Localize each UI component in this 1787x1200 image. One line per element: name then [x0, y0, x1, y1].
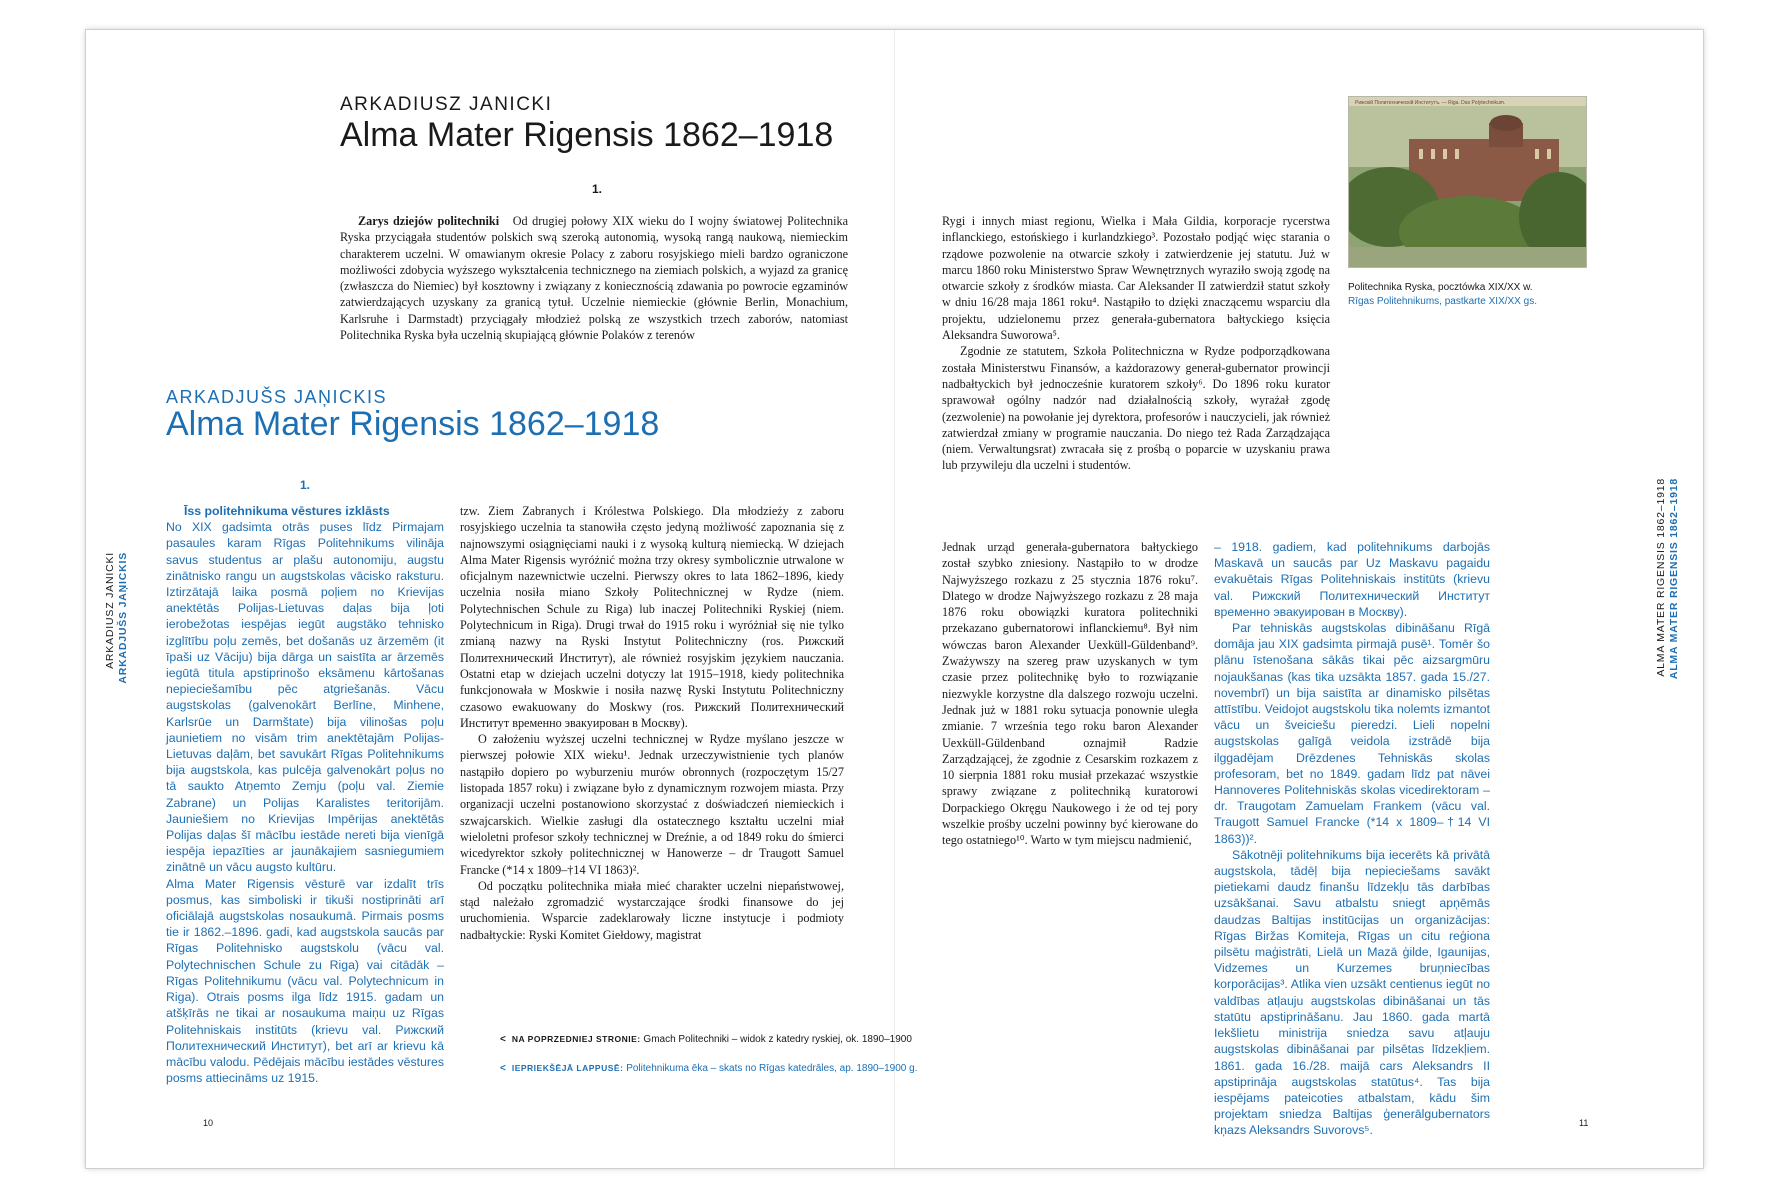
running-head-left-pl: ARKADIUSZ JANICKI — [104, 552, 116, 669]
paragraph-pl-2: O założeniu wyższej uczelni technicznej w Rydze myślano jeszcze w pierwszej połowie XIX wieku¹. Jednak urzeczywistnienie tych planów nastąpiło dopiero po wyburzeniu murów obronnych (rozpoczętym 15/27 listopada 1857 roku) i związane było z dynamicznym rozwojem miasta. Przy organizacji uczelni postanowiono skorzystać z doświadczeń niemieckich i szwajcarskich. Wielkie zasługi dla ostatecznego kształtu uczelni miał wieloletni profesor szkoły technicznej w Dreźnie, a od 1849 roku do śmierci wicedyrektor szkoły politechnicznej w Hanowerze – dr Traugott Samuel Francke (*14 x 1809–†14 VI 1863)². — [460, 732, 844, 877]
postcard-header-text: Рижскій Политехническій Институтъ. — Riga. Das Polytechnikum. — [1355, 100, 1506, 106]
body-column-pl-lower — [942, 539, 1198, 849]
running-head-right-lv: ALMA MATER RIGENSIS 1862–1918 — [1668, 478, 1680, 680]
note-label-pl: NA POPRZEDNIEJ STRONIE: — [511, 1034, 641, 1044]
paragraph-pl-1: tzw. Ziem Zabranych i Królestwa Polskiego. Dla młodzieży z zaboru rosyjskiego uczelnia ta stanowiła często jedyną możliwość zapoznania się z najnowszymi osiągnięciami nauki i z wysoką kulturą niemiecką. W dziejach Alma Mater Rigensis wyróżnić można trzy okresy symbolicznie utrwalone w oficjalnym nazewnictwie uczelni. Pierwszy okres to lata 1862–1896, kiedy uczelnia nosiła miano Szkoły Politechnicznej w Rydze (niem. Polytechnischen Schule zu Riga) lub inaczej Politechniki Ryskiej (niem. Polytechnicum in Riga). Drugi trwał do 1915 roku i wyróżniał się nie tylko zmianą nazwy na Ryski Instytut Politechniczny (ros. Рижский Политехнический Институт), ale również rosyjskim językiem nauczania. Ostatni etap w dziejach uczelni dotyczy lat 1915–1918, kiedy politechnika funkcjonowała w Moskwie i nosiła nazwę Ryski Instytutu Politechniczny czasowo ewakuowany do Moskwy (ros. Рижский Политехнический Институт временно эвакуирован в Москву). — [460, 504, 844, 730]
page-gutter — [894, 30, 895, 1168]
photo-caption-pl: Politechnika Ryska, pocztówka XIX/XX w. — [1348, 282, 1533, 293]
chapter-title-lv: Alma Mater Rigensis 1862–1918 — [166, 405, 660, 443]
note-previous-page-lv — [500, 1062, 918, 1075]
page-number-right: 11 — [1579, 1118, 1589, 1128]
running-head-right-pl: ALMA MATER RIGENSIS 1862–1918 — [1655, 478, 1667, 677]
intro-heading-pl: Zarys dziejów politechniki — [358, 214, 500, 228]
body-column-pl-right — [942, 213, 1330, 474]
paragraph-lv-5: Sākotnēji politehnikums bija iecerēts kā privātā augstskola, tādēļ bija nepieciešams savākt pietiekami daudz finanšu līdzekļu tās darbības uzsākšanai. Savu atbalstu sniegt apņēmās daudzas Baltijas institūcijas un organizācijas: Rīgas Biržas Komiteja, Rīgas un citu reģiona pilsētu maģistrāti, Lielā un Mazā ģilde, Igaunijas, Vidzemes un Kurzemes bruņniecības korporācijas³. Atlika vien uzsākt centienus iegūt no valdības atļauju augstskolas dibināšanai un tās statūtu apstiprināšanu. Jau 1860. gada martā Iekšlietu ministrija sniedza savu atļauju augstskolas dibināšanai par pilsētas līdzekļiem. 1861. gada 16./28. maijā cars Aleksandrs II apstiprināja augstskolas statūtus⁴. Tas bija iespējams pateicoties atbalstam, kādu šim projektam sniedza Baltijas ģenerālgubernators kņazs Aleksandrs Suvorovs⁵. — [1214, 847, 1490, 1138]
body-column-lv-right — [1214, 539, 1490, 1139]
paragraph-pl-6: Jednak urząd generała-gubernatora bałtyckiego został szybko zniesiony. Nastąpiło to w drodze Najwyższego rozkazu z 25 stycznia 1876 roku⁷. Dlatego w drodze Najwyższego rozkazu z 28 maja 1876 roku obowiązki kuratora politechniki przekazano gubernatorowi inflanckiemu⁸. Był nim wówczas baron Alexander Uexküll-Güldenband⁹. Zważywszy na szereg praw uzyskanych w tym czasie przez politechnikę było to rozwiązanie niezwykle korzystne dla dalszego rozwoju uczelni. Jednak już w 1881 roku sytuacja ponownie uległa zmianie. 7 września tego roku baron Alexander Uexküll-Güldenband oznajmił Radzie Zarządzającej, że zgodnie z Cesarskim rozkazem z 10 sierpnia 1881 roku musiał przekazać wszystkie sprawy związane z politechniką kuratorowi Dorpackiego Okręgu Naukowego i że od tej pory wszelkie prośby uczelni powinny być kierowane do tego ostatniego¹⁰. Warto w tym miejscu nadmienić, — [942, 540, 1198, 848]
body-column-lv — [166, 503, 444, 1086]
photo-caption-lv: Rīgas Politehnikums, pastkarte XIX/XX gs. — [1348, 296, 1537, 307]
body-column-pl-left — [460, 503, 844, 943]
intro-body-pl: Od drugiej połowy XIX wieku do I wojny światowej Politechnika Ryska przyciągała studentów polskich swą szeroką autonomią, wysoką rangą naukową, niemieckim charakterem uczelni. W omawianym okresie Polacy z zaboru rosyjskiego mieli bardzo ograniczone możliwości zdobycia wyższego wykształcenia technicznego na ziemiach polskich, a wyjazd za granicę (zwłaszcza do Niemiec) był kosztowny i związany z koniecznością zdawania po powrocie egzaminów zatwierdzających uzyskany za granicą tytuł. Uczelnie niemieckie (głównie Berlin, Monachium, Karlsruhe i Darmstadt) przyciągały młodzież polską ze wszystkich trzech zaborów, natomiast Politechnika Ryska była uczelnią skupiającą głównie Polaków z terenów — [340, 214, 849, 343]
author-name-lv: ARKADJUŠS JAŅICKIS — [166, 387, 388, 407]
postcard-image — [1349, 97, 1586, 267]
paragraph-pl-5: Zgodnie ze statutem, Szkoła Politechniczna w Rydze podporządkowana została Ministerstwu Finansów, a każdorazowy generał-gubernator prowincji nadbałtyckich był jednocześnie kuratorem szkoły⁶. Do 1896 roku kurator sprawował ogólny nadzór nad działalnością szkoły, wyrażał zgodę (zezwolenie) na powołanie jej dyrektora, profesorów i nauczycieli, jak również zatwierdzał zmiany w programie nauczania. Do niego też Rada Zarządzająca (niem. Verwaltungsrat) zwracała się z prośbą o poparcie w uzyskaniu prawa lub przywileju dla uczelni i studentów. — [942, 344, 1330, 473]
section-number-lv: 1. — [300, 478, 311, 492]
note-label-lv: IEPRIEKŠĒJĀ LAPPUSĒ: — [511, 1063, 624, 1073]
page-number-left: 10 — [203, 1118, 214, 1128]
left-arrow-icon: < — [500, 1034, 506, 1045]
author-name-pl: ARKADIUSZ JANICKI — [340, 94, 553, 115]
note-text-pl: Gmach Politechniki – widok z katedry ryskiej, ok. 1890–1900 — [643, 1034, 912, 1045]
paragraph-lv-4: Par tehniskās augstskolas dibināšanu Rīgā domāja jau XIX gadsimta pirmajā pusē¹. Tomēr šo plānu īstenošana sākās tikai pēc aizsargmūru nojaukšanas (kas tika uzsākta 1857. gada 15./27. novembrī) un bija saistīta ar dinamisko pilsētas attīstību. Veidojot augstskolu tika nolemts izmantot vācu un šveiciešu pieredzi. Lieli nopelni augstskolas galīgā veidola izstrādē bija ilggadējam Drēzdenes Tehniskās skolas profesoram, bet no 1849. gadam līdz pat nāvei Hannoveres Politehniskās skolas vicedirektoram – dr. Traugotam Zamuelam Frankem (vācu val. Traugott Samuel Francke (*14 x 1809–†14 VI 1863))². — [1214, 621, 1490, 846]
paragraph-pl-4: Rygi i innych miast regionu, Wielka i Mała Gildia, korporacje rycerstwa inflanckiego, estońskiego i kurlandzkiego³. Pozostało podjąć więc starania o rządowe pozwolenie na otwarcie szkoły i zatwierdzenie jej statutu. Już w marcu 1860 roku Ministerstwo Spraw Wewnętrznych wyraziło swoją zgodę na otwarcie szkoły z środków miasta. Car Aleksander II zatwierdził statut szkoły w dniu 16/28 maja 1861 roku⁴. Nastąpiło to dzięki znaczącemu wsparciu dla projektu, udzielonemu przez generała-gubernatora bałtyckiego księcia Aleksandra Suworowa⁵. — [942, 214, 1330, 343]
section-number-pl: 1. — [592, 182, 603, 196]
left-arrow-icon: < — [500, 1063, 506, 1074]
paragraph-lv-1: No XIX gadsimta otrās puses līdz Pirmajam pasaules karam Rīgas Politehnikums vilināja savus studentus ar plašu autonomiju, augstu zinātnisko rangu un augstskolas vācisko raksturu. Iztirzātajā laika posmā poļiem no Krievijas anektētās Polijas-Lietuvas daļas bija ļoti ierobežotas iespējas iegūt augstāko tehnisko izglītību poļu zemēs, bet došanās uz ārzemēm (it īpaši uz Vāciju) bija dārga un saistīta ar ārzemēs iegūtā titula apstiprinošo eksāmenu kārtošanas nepieciešamību pēc atgriešanās. Vācu augstskolas (galvenokārt Berlīne, Minhene, Karlsrūe un Darmštate) bija vilinošas poļu jaunietiem no visām trim anektētajām Polijas-Lietuvas daļām, bet savukārt Rīgas Politehnikums bija augstskola, kas pulcēja galvenokārt poļus no tā saukto Atņemto Zemju (poļu val. Ziemie Zabrane) un Polijas Karalistes teritorijām. Jauniešiem no Krievijas Impērijas anektētās Polijas daļas šī mācību iestāde nereti bija vienīgā iespēja iepazīties ar jaunākajiem sasniegumiem zinātnē un vācu augsto kultūru. — [166, 520, 444, 875]
paragraph-lv-3: – 1918. gadiem, kad politehnikums darbojās Maskavā un saucās par Uz Maskavu pagaidu evakuētais Rīgas Politehniskais institūts (krievu val. Рижский Политехнический Институт временно эвакуирован в Москву). — [1214, 540, 1490, 619]
chapter-title-pl: Alma Mater Rigensis 1862–1918 — [340, 116, 834, 154]
paragraph-lv-2: Alma Mater Rigensis vēsturē var izdalīt trīs posmus, kas simboliski ir tikuši nostiprināti arī oficiālajā augstskolas nosaukumā. Pirmais posms tie ir 1862.–1896. gadi, kad augstskola saucās par Rīgas Politehnisko augstskolu (vācu val. Polytechnischen Schule zu Riga) vai citādāk – Rīgas Politehnikumu (vācu val. Polytechnicum in Riga). Otrais posms ilga līdz 1915. gadam un atšķīrās ne tikai ar nosaukuma maiņu uz Rīgas Politehniskais institūts (krievu val. Рижский Политехнический Институт), bet arī ar krievu kā mācību valodu. Pēdējais mācību iestādes vēstures posms attiecināms uz 1915. — [166, 876, 444, 1086]
note-text-lv: Politehnikuma ēka – skats no Rīgas katedrāles, ap. 1890–1900 g. — [626, 1063, 918, 1074]
note-previous-page-pl — [500, 1033, 912, 1046]
intro-text-pl — [340, 213, 848, 343]
paragraph-pl-3: Od początku politechnika miała mieć charakter uczelni niepaństwowej, stąd należało zgromadzić wystarczające środki finansowe do jej uruchomienia. Wsparcie zadeklarowały liczne instytucje i podmioty nadbałtyckie: Ryski Komitet Giełdowy, magistrat — [460, 878, 844, 942]
section-heading-lv: Īss politehnikuma vēstures izklāsts — [184, 504, 390, 518]
postcard-photo — [1348, 96, 1587, 268]
book-spread — [86, 30, 1703, 1168]
running-head-left-lv: ARKADJUŠS JAŅICKIS — [117, 552, 129, 684]
